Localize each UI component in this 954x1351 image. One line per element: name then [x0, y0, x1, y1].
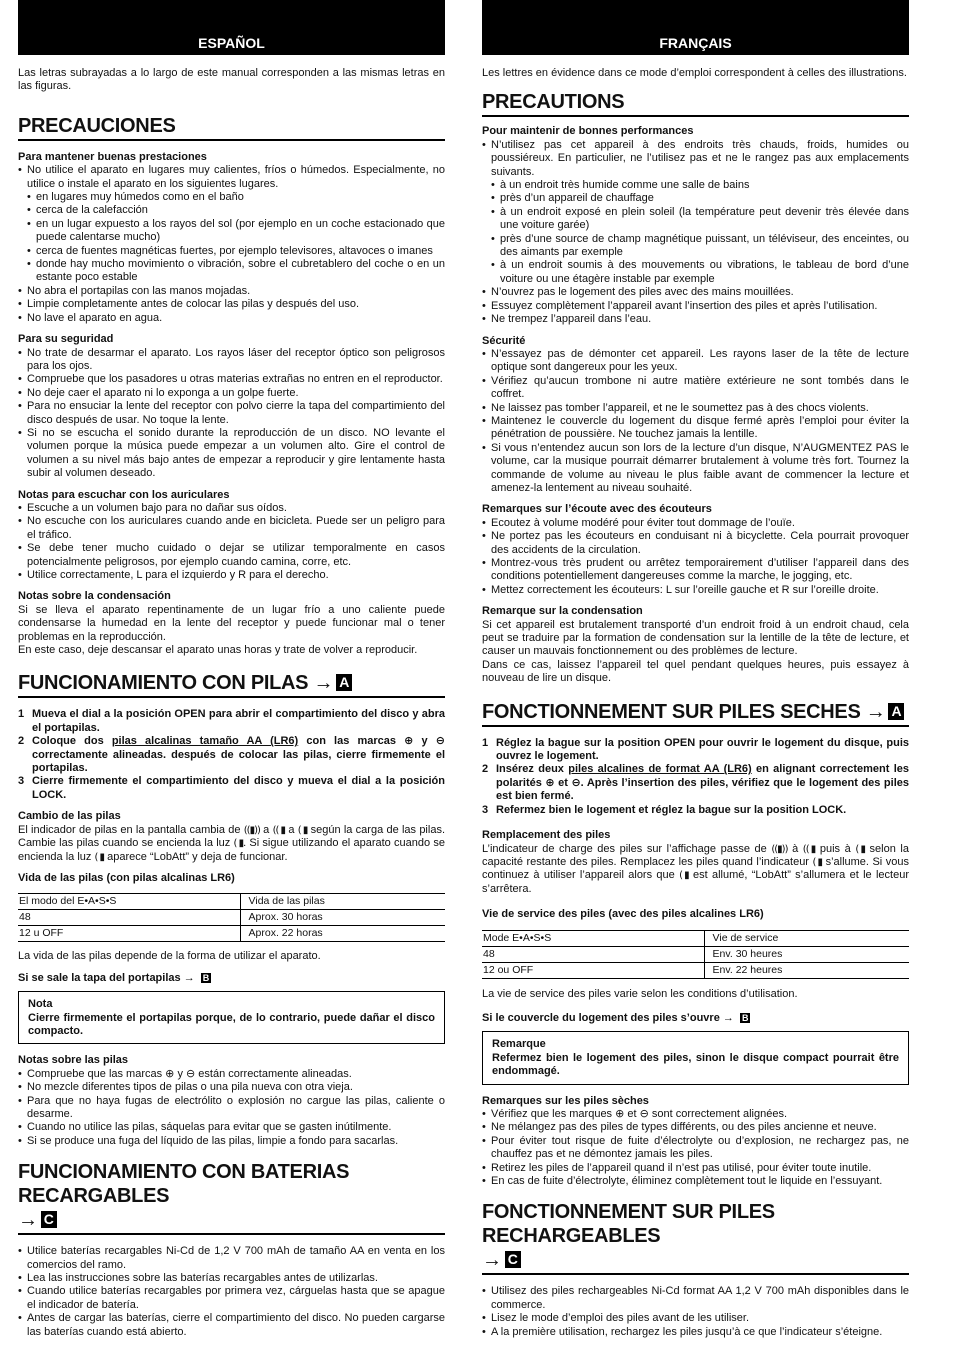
list-piles-seches — [482, 1108, 909, 1188]
list-performances-sub — [482, 179, 909, 286]
list-performances-2 — [482, 286, 909, 326]
column-espanol — [18, 0, 445, 1339]
figure-ref-b: B — [202, 972, 210, 983]
paragraph-condensation-1: Si cet appareil est brutalement transporté d’un endroit froid à un endroit chaud, cela peut se traduire par la formation de condensation sur la lentille de la tête de lecture, et causer un mauvais fonctionnement ou des problèmes de lecture. — [482, 618, 909, 658]
steps-pilas — [18, 708, 445, 802]
subheading-couvercle: Si le couvercle du logement des piles s’ouvre → B — [482, 1011, 749, 1024]
list-performances — [482, 139, 909, 179]
list-rechargeables — [482, 1285, 909, 1339]
list-item: • Compruebe que las marcas ⊕ y ⊖ están correctamente alineadas. — [18, 1068, 445, 1081]
figure-ref-a: A — [336, 674, 352, 691]
intro-es: Las letras subrayadas a lo largo de este manual corresponden a las mismas letras en las figuras. — [18, 67, 445, 93]
paragraph-condensacion-2: En este caso, deje descansar el aparato unas horas y trate de volver a reproducir. — [18, 644, 418, 657]
language-header-fr: FRANÇAIS — [482, 0, 909, 55]
list-item: • Ecoutez à volume modéré pour éviter tout dommage de l’ouïe. — [482, 517, 909, 530]
table-row: El modo del E•A•S•S Vida de las pilas — [18, 894, 445, 910]
step-2: 2 Coloque dos pilas alcalinas tamaño AA (LR6) con las marcas ⊕ y ⊖ correctamente alineadas. después de colocar las pilas, cierre firmemente el portapilas. — [18, 735, 445, 775]
battery-low-icon: ( ▮ — [812, 856, 823, 868]
list-item: • No escuche con los auriculares cuando ande en bicicleta. Puede ser un peligro para el tráfico. — [18, 515, 445, 542]
list-mantener-2 — [18, 285, 445, 325]
heading-baterias-recargables: FUNCIONAMIENTO CON BATERIAS RECARGABLES → C — [18, 1160, 445, 1235]
battery-full-icon: ((▮)) — [243, 824, 260, 836]
heading-piles-seches: FONCTIONNEMENT SUR PILES SECHES → A — [482, 700, 909, 727]
note-text: Refermez bien le logement des piles, sinon le disque compact pourrait être endommagé. — [492, 1051, 899, 1078]
list-item: • Si se produce una fuga del líquido de las pilas, limpie a fondo para sacarlas. — [18, 1135, 445, 1148]
list-item: • Vérifiez qu’aucun trombone ni autre matière extérieure ne sont tombés dans le coffret. — [482, 375, 909, 402]
battery-low-icon: ( ▮ — [297, 824, 308, 836]
list-recargables — [18, 1245, 445, 1339]
paragraph-vie-note: La vie de service des piles varie selon les conditions d’utilisation. — [482, 987, 798, 1000]
subheading-remplacement: Remplacement des piles — [482, 829, 611, 842]
list-item: • Ne trempez l’appareil dans l’eau. — [482, 313, 909, 326]
step-3: 3 Refermez bien le logement et réglez la bague sur la position LOCK. — [482, 804, 909, 817]
subheading-securite: Sécurité — [482, 334, 526, 347]
list-ecouteurs — [482, 517, 909, 597]
list-item: • Retirez les piles de l’appareil quand il n’est pas utilisé, pour éviter toute inutile. — [482, 1162, 909, 1175]
list-item: • en un lugar expuesto a los rayos del sol (por ejemplo en un coche estacionado que puede calentarse mucho) — [27, 218, 445, 245]
list-item: • No trate de desarmar el aparato. Los rayos láser del receptor óptico son peligrosos para los ojos. — [18, 347, 445, 374]
list-item: • Limpie completamente antes de colocar las pilas y después del uso. — [18, 298, 445, 311]
battery-low-icon: ( ▮ — [855, 843, 865, 855]
table-row: 12 ou OFF Env. 22 heures — [482, 962, 909, 978]
step-1: 1 Mueva el dial a la posición OPEN para abrir el compartimiento del disco y abra el portapilas. — [18, 708, 445, 735]
list-item: • N’essayez pas de démonter cet appareil. Les rayons laser de la tête de lecture optique sont dangereux pour les yeux. — [482, 348, 909, 375]
list-item: • Para que no haya fugas de electrólito o explosión no cargue las pilas, caliente o desarme. — [18, 1095, 445, 1122]
figure-ref-b: B — [741, 1012, 749, 1023]
intro-fr: Les lettres en évidence dans ce mode d’emploi correspondent à celles des illustrations. — [482, 67, 907, 79]
list-item: • Lisez le mode d’emploi des piles avant de les utiliser. — [482, 1312, 909, 1325]
list-item: • Essuyez complètement l’appareil avant l’insertion des piles et après l’utilisation. — [482, 300, 909, 313]
list-item: • Se debe tener mucho cuidado o dejar se utilizar temporalmente en casos potencialmente peligrosos, por ejemplo cuando camina, corre, etc. — [18, 542, 445, 569]
step-1: 1 Réglez la bague sur la position OPEN pour ouvrir le logement du disque, puis ouvrez le logement. — [482, 737, 909, 764]
list-item: • Ne laissez pas tomber l’appareil, et ne le soumettez pas à des chocs violents. — [482, 402, 909, 415]
list-item: • No lave el aparato en agua. — [18, 312, 445, 325]
figure-ref-c: C — [41, 1211, 57, 1228]
battery-low-icon: ( ▮ — [233, 838, 244, 850]
paragraph-condensation-2: Dans ce cas, laissez l’appareil tel quel pendant quelques heures, puis essayez à nouveau de lire un disque. — [482, 658, 909, 685]
heading-piles-rechargeables: FONCTIONNEMENT SUR PILES RECHARGEABLES → C — [482, 1200, 909, 1275]
list-item: • à un endroit soumis à des mouvements ou vibrations, le tableau de bord d’une voiture ou une étagère instable par exemple — [491, 259, 909, 286]
table-vida-pilas — [18, 893, 445, 942]
column-francais — [482, 0, 909, 1339]
list-item: • en lugares muy húmedos como en el baño — [27, 191, 445, 204]
list-item: • donde hay mucho movimiento o vibración, sobre el cubretablero del coche o en un estante poco estable — [27, 258, 445, 285]
table-row: 12 u OFF Aprox. 22 horas — [18, 926, 445, 942]
list-item: • à un endroit très humide comme une salle de bains — [491, 179, 909, 192]
subheading-vida: Vida de las pilas (con pilas alcalinas LR6) — [18, 871, 235, 884]
list-item: • A la première utilisation, rechargez les piles jusqu’à ce que l’indicateur s’éteigne. — [482, 1326, 909, 1339]
list-item: • En cas de fuite d’électrolyte, éliminez complètement tout le liquide en l’essuyant. — [482, 1175, 909, 1188]
step-2: 2 Insérez deux piles alcalines de format AA (LR6) en alignant correctement les polarités ⊕ et ⊖. Après l’insertion des piles, vérifiez que le logement des piles est bien fermé. — [482, 763, 909, 803]
note-title: Remarque — [492, 1038, 546, 1051]
list-mantener-sub — [18, 191, 445, 285]
subheading-seguridad: Para su seguridad — [18, 333, 114, 346]
step-3: 3 Cierre firmemente el compartimiento del disco y mueva el dial a la posición LOCK. — [18, 775, 445, 802]
battery-low-icon: ( ▮ — [94, 851, 105, 863]
battery-full-icon: ((▮)) — [771, 843, 788, 855]
list-item: • Utilice baterías recargables Ni-Cd de 1,2 V 700 mAh de tamaño AA en venta en los comercios del ramo. — [18, 1245, 445, 1272]
paragraph-vida-nota: La vida de las pilas depende de la forma de utilizar el aparato. — [18, 950, 321, 963]
subheading-piles-seches: Remarques sur les piles sèches — [482, 1094, 649, 1107]
list-item: • près d’un appareil de chauffage — [491, 192, 909, 205]
list-notas-pilas — [18, 1068, 445, 1148]
table-row: 48 Aprox. 30 horas — [18, 910, 445, 926]
list-item: • Maintenez le couvercle du logement du disque fermé après l’emploi pour éviter la pénétration de poussière. Ne touchez jamais la lentille. — [482, 415, 909, 442]
list-item: • Antes de cargar las baterías, cierre el compartimiento del disco. No pueden cargarse las baterías cuando está abierto. — [18, 1312, 445, 1339]
list-item: • Utilice correctamente, L para el izquierdo y R para el derecho. — [18, 569, 445, 582]
battery-low-icon: ( ▮ — [679, 870, 689, 882]
table-vie-service — [482, 930, 909, 979]
list-item: • Cuando no utilice las pilas, sáquelas para evitar que se gasten inútilmente. — [18, 1121, 445, 1134]
list-item: • No mezcle diferentes tipos de pilas o una pila nueva con otra vieja. — [18, 1081, 445, 1094]
subheading-performances: Pour maintenir de bonnes performances — [482, 125, 694, 138]
list-item: • cerca de fuentes magnéticas fuertes, por ejemplo televisores, altavoces o imanes — [27, 245, 445, 258]
list-item: • Si no se escucha el sonido durante la reproducción de un disco. NO levante el volumen porque la música puede empezar a un volumen alto. Gire el control de volumen a su nivel más bajo antes de empezar a reproducir y gire lentamente hasta subir al volumen deseado. — [18, 427, 445, 481]
note-text: Cierre firmemente el portapilas porque, de lo contrario, puede dañar el disco compacto. — [28, 1011, 435, 1037]
list-item: • près d’une source de champ magnétique puissant, un téléviseur, des enceintes, ou des aimants par exemple — [491, 233, 909, 260]
subheading-condensacion: Notas sobre la condensación — [18, 590, 171, 603]
subheading-auriculares: Notas para escuchar con los auriculares — [18, 488, 230, 501]
list-item: • Ne portez pas les écouteurs en conduisant ni à bicyclette. Cela pourrait provoquer des accidents de la circulation. — [482, 530, 909, 557]
note-title: Nota — [28, 998, 53, 1011]
subheading-mantener: Para mantener buenas prestaciones — [18, 150, 207, 163]
list-item: • cerca de la calefacción — [27, 204, 445, 217]
list-seguridad — [18, 347, 445, 481]
list-item: • Ne mélangez pas des piles de types différents, ou des piles ancienne et neuve. — [482, 1121, 909, 1134]
subheading-notas-pilas: Notas sobre las pilas — [18, 1054, 129, 1067]
subheading-ecouteurs: Remarques sur l’écoute avec des écouteurs — [482, 503, 712, 516]
note-box — [18, 991, 445, 1044]
list-item: • Escuche a un volumen bajo para no dañar sus oídos. — [18, 502, 445, 515]
heading-funcionamiento-pilas: FUNCIONAMIENTO CON PILAS → A — [18, 671, 445, 698]
paragraph-condensacion-1: Si se lleva el aparato repentinamente de un lugar frío a uno caliente puede condensarse la humedad en la lente del receptor y puede funcionar mal o tener problemas en la reproducción. — [18, 603, 445, 643]
list-item: • Pour éviter tout risque de fuite d’électrolyte ou d’explosion, ne rechargez pas, ne chauffez pas et ne démontez jamais les piles. — [482, 1135, 909, 1162]
list-securite — [482, 348, 909, 495]
list-item: • N’utilisez pas cet appareil à des endroits très chauds, froids, humides ou poussiéreux. En particulier, ne l’utilisez pas et ne le rangez pas aux emplacements suivants. — [482, 139, 909, 179]
language-header-es: ESPAÑOL — [18, 0, 445, 55]
list-item: • Cuando utilice baterías recargables por primera vez, cárguelas hasta que se apague el indicador de batería. — [18, 1285, 445, 1312]
list-mantener — [18, 164, 445, 191]
note-box — [482, 1031, 909, 1084]
battery-half-icon: (( ▮ — [272, 824, 286, 836]
paragraph-cambio: El indicador de pilas en la pantalla cambia de ((▮)) a (( ▮ a ( ▮ según la carga de las pilas. Cambie las pilas cuando se encienda la luz ( ▮. Si sigue utilizando el aparato cuando se encienda la luz ( ▮ aparece “LobAtt” y deja de funcionar. — [18, 823, 445, 863]
subheading-cambio: Cambio de las pilas — [18, 810, 121, 823]
list-item: • Compruebe que los pasadores u otras materias extrañas no entren en el reproductor. — [18, 373, 445, 386]
list-auriculares — [18, 502, 445, 582]
steps-piles — [482, 737, 909, 817]
list-item: • Lea las instrucciones sobre las baterías recargables antes de utilizarlas. — [18, 1272, 445, 1285]
heading-precauciones: PRECAUCIONES — [18, 114, 445, 141]
table-row: Mode E•A•S•S Vie de service — [482, 930, 909, 946]
list-item: • No deje caer el aparato ni lo exponga a un golpe fuerte. — [18, 387, 445, 400]
list-item: • Utilisez des piles rechargeables Ni-Cd format AA 1,2 V 700 mAh disponibles dans le commerce. — [482, 1285, 909, 1312]
figure-ref-c: C — [505, 1251, 521, 1268]
list-item: • Mettez correctement les écouteurs: L sur l’oreille gauche et R sur l’oreille droite. — [482, 584, 909, 597]
heading-precautions: PRECAUTIONS — [482, 90, 909, 117]
battery-half-icon: (( ▮ — [802, 843, 816, 855]
list-item: • Vérifiez que les marques ⊕ et ⊖ sont correctement alignées. — [482, 1108, 909, 1121]
list-item: • à un endroit exposé en plein soleil (la température peut devenir très élevée dans une voiture garée) — [491, 206, 909, 233]
list-item: • Si vous n’entendez aucun son lors de la lecture d’un disque, N’AUGMENTEZ PAS le volume, car la musique pourrait démarrer brutalement à volume très fort. Tournez la commande de volume au niveau le plus faible avant de commencer la lecture et amenez-la lentement au niveau souhaité. — [482, 442, 909, 496]
list-item: • N’ouvrez pas le logement des piles avec des mains mouillées. — [482, 286, 909, 299]
figure-ref-a: A — [888, 703, 904, 720]
subheading-vie-service: Vie de service des piles (avec des piles alcalines LR6) — [482, 908, 764, 921]
subheading-condensation: Remarque sur la condensation — [482, 605, 643, 618]
table-row: 48 Env. 30 heures — [482, 946, 909, 962]
list-item: • No abra el portapilas con las manos mojadas. — [18, 285, 445, 298]
list-item: • Para no ensuciar la lente del receptor con polvo cierre la tapa del compartimiento del disco después de usar. No toque la lente. — [18, 400, 445, 427]
paragraph-remplacement: L’indicateur de charge des piles sur l’affichage passe de ((▮)) à (( ▮ puis à ( ▮ selon la capacité restante des piles. Remplacez les piles quand l’indicateur ( ▮ s’allume. Si vous continuez à utiliser l’appareil alors que ( ▮ est allumé, “LobAtt” s’allumera et le lecteur s’arrêtera. — [482, 842, 909, 895]
subheading-tapa: Si se sale la tapa del portapilas → B — [18, 971, 210, 984]
list-item: • Montrez-vous très prudent ou arrêtez temporairement d’utiliser l’appareil dans des conditions potentiellement dangereuses comme la marche, le jogging, etc. — [482, 557, 909, 584]
list-item: • No utilice el aparato en lugares muy calientes, fríos o húmedos. Especialmente, no utilice o instale el aparato en los siguientes lugares. — [18, 164, 445, 191]
